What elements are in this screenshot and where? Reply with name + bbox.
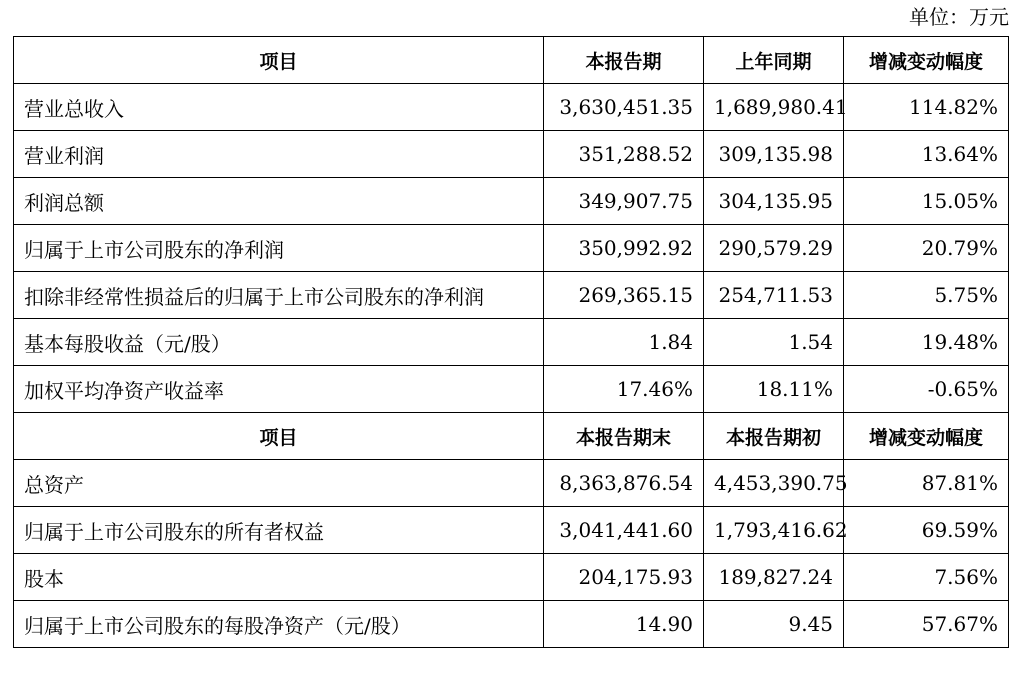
row-label: 归属于上市公司股东的净利润 [14, 225, 544, 272]
table-row [14, 272, 1009, 319]
row-label: 基本每股收益（元/股） [14, 319, 544, 366]
table-row [14, 225, 1009, 272]
current-value: 3,630,451.35 [544, 84, 704, 131]
header-prior-year-period: 上年同期 [704, 37, 844, 84]
period-end-value: 14.90 [544, 601, 704, 648]
change-value: 7.56% [844, 554, 1009, 601]
row-label: 扣除非经常性损益后的归属于上市公司股东的净利润 [14, 272, 544, 319]
row-label: 加权平均净资产收益率 [14, 366, 544, 413]
period-start-value: 4,453,390.75 [704, 460, 844, 507]
table-row [14, 84, 1009, 131]
period-start-value: 1,793,416.62 [704, 507, 844, 554]
change-value: -0.65% [844, 366, 1009, 413]
change-value: 87.81% [844, 460, 1009, 507]
period-start-value: 9.45 [704, 601, 844, 648]
prior-value: 1.54 [704, 319, 844, 366]
row-label: 营业利润 [14, 131, 544, 178]
change-value: 69.59% [844, 507, 1009, 554]
period-start-value: 189,827.24 [704, 554, 844, 601]
table-row [14, 601, 1009, 648]
row-label: 利润总额 [14, 178, 544, 225]
prior-value: 304,135.95 [704, 178, 844, 225]
table-row [14, 131, 1009, 178]
unit-label: 单位：万元 [909, 5, 1009, 29]
change-value: 20.79% [844, 225, 1009, 272]
header-period-end: 本报告期末 [544, 413, 704, 460]
row-label: 营业总收入 [14, 84, 544, 131]
table-row [14, 319, 1009, 366]
change-value: 57.67% [844, 601, 1009, 648]
row-label: 总资产 [14, 460, 544, 507]
prior-value: 290,579.29 [704, 225, 844, 272]
change-value: 15.05% [844, 178, 1009, 225]
header-current-period: 本报告期 [544, 37, 704, 84]
current-value: 1.84 [544, 319, 704, 366]
row-label: 股本 [14, 554, 544, 601]
header-change-rate: 增减变动幅度 [844, 37, 1009, 84]
current-value: 351,288.52 [544, 131, 704, 178]
change-value: 5.75% [844, 272, 1009, 319]
prior-value: 254,711.53 [704, 272, 844, 319]
current-value: 350,992.92 [544, 225, 704, 272]
table-row [14, 460, 1009, 507]
row-label: 归属于上市公司股东的所有者权益 [14, 507, 544, 554]
period-end-value: 8,363,876.54 [544, 460, 704, 507]
header-item: 项目 [14, 37, 544, 84]
period-end-value: 3,041,441.60 [544, 507, 704, 554]
prior-value: 309,135.98 [704, 131, 844, 178]
change-value: 19.48% [844, 319, 1009, 366]
table-row [14, 507, 1009, 554]
row-label: 归属于上市公司股东的每股净资产（元/股） [14, 601, 544, 648]
financial-summary-table [13, 36, 1009, 648]
section2-header-row [14, 413, 1009, 460]
change-value: 13.64% [844, 131, 1009, 178]
section1-header-row [14, 37, 1009, 84]
header-period-start: 本报告期初 [704, 413, 844, 460]
header-item: 项目 [14, 413, 544, 460]
current-value: 269,365.15 [544, 272, 704, 319]
prior-value: 1,689,980.41 [704, 84, 844, 131]
prior-value: 18.11% [704, 366, 844, 413]
current-value: 17.46% [544, 366, 704, 413]
table-row [14, 178, 1009, 225]
current-value: 349,907.75 [544, 178, 704, 225]
header-change-rate: 增减变动幅度 [844, 413, 1009, 460]
table-row [14, 554, 1009, 601]
change-value: 114.82% [844, 84, 1009, 131]
table-row [14, 366, 1009, 413]
period-end-value: 204,175.93 [544, 554, 704, 601]
